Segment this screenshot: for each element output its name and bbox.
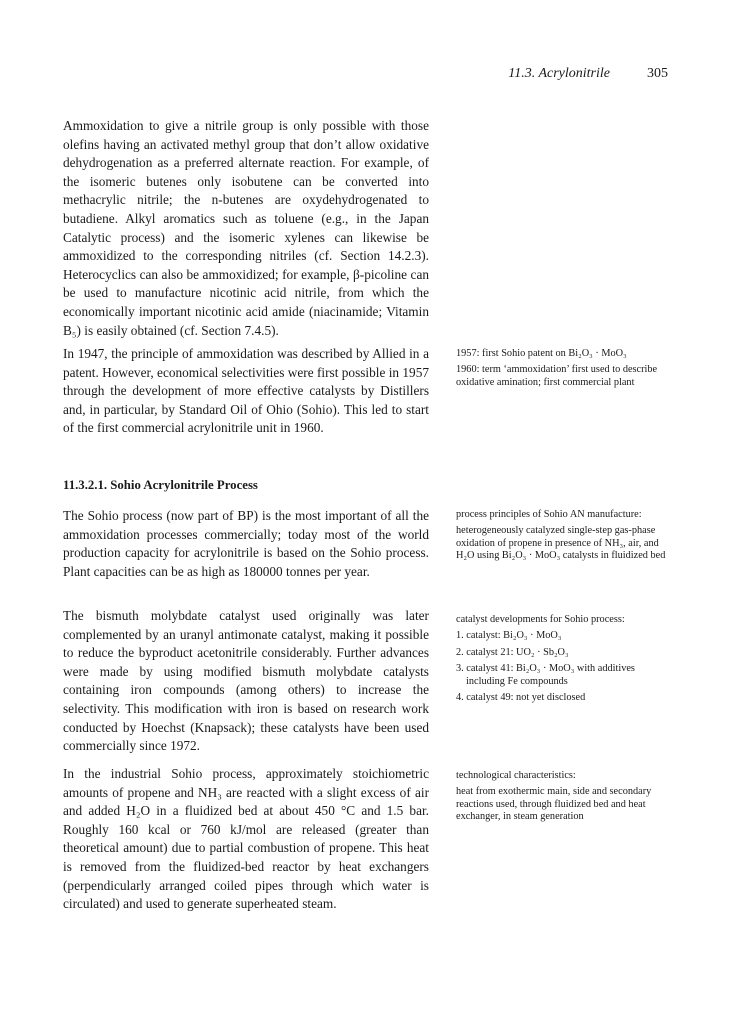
margin-note-technology [456, 770, 669, 828]
margin-note-1960: 1960: term ‘ammoxidation’ first used to describe oxidative amination; first commercial plant [456, 364, 658, 388]
margin-note-catalysts [456, 614, 669, 708]
catalyst-item: 2. catalyst 21: UO₂ · Sb₂O₃ [456, 646, 569, 658]
paragraph-industrial-process: In the industrial Sohio process, approximately stoichiometric amounts of propene and NH₃ are reacted with a slight excess of air and added H₂O in a fluidized bed at about 450 °C and 1.5 bar. Roughly 160 kcal or 760 kJ/mol are released (greater than theoretical amount) due to partial combustion of propene. This heat is removed from the fluidized-bed reactor by heat exchangers (perpendicularly arranged coiled pipes through which water is circulated) and used to generate superheated steam. [63, 766, 429, 912]
page-number: 305 [647, 66, 668, 81]
subsection-heading: 11.3.2.1. Sohio Acrylonitrile Process [63, 478, 258, 492]
margin-note-history [456, 348, 669, 393]
margin-note-technology-title: technological characteristics: [456, 770, 576, 781]
margin-note-technology-body: heat from exothermic main, side and secondary reactions used, through fluidized bed and heat exchanger, in steam generation [456, 786, 652, 823]
catalyst-item: 3. catalyst 41: Bi₂O₃ · MoO₃ with additives including Fe compounds [456, 663, 635, 687]
section-title: 11.3. Acrylonitrile [508, 66, 610, 81]
margin-note-1957: 1957: first Sohio patent on Bi₂O₃ · MoO₃ [456, 348, 627, 359]
margin-note-principles-body: heterogeneously catalyzed single-step gas-phase oxidation of propene in presence of NH₃, air, and H₂O using Bi₂O₃ · MoO₃ catalysts in fluidized bed [456, 525, 666, 562]
margin-note-catalysts-title: catalyst developments for Sohio process: [456, 614, 625, 625]
catalyst-item: 4. catalyst 49: not yet disclosed [456, 692, 586, 704]
margin-note-principles-title: process principles of Sohio AN manufacture: [456, 509, 642, 520]
paragraph-catalysts: The bismuth molybdate catalyst used originally was later complemented by an uranyl antimonate catalyst, making it possible to reduce the byproduct acetonitrile considerably. Further advances were made by using modified bismuth molybdate catalysts containing iron compounds (among others) to increase the selectivity. This modification with iron is based on research work conducted by Hoechst (Knapsack); these catalysts have been used commercially since 1972. [63, 608, 429, 754]
margin-note-principles [456, 509, 669, 567]
catalyst-item: 1. catalyst: Bi₂O₃ · MoO₃ [456, 630, 562, 642]
paragraph-history: In 1947, the principle of ammoxidation was described by Allied in a patent. However, economical selectivities were first possible in 1957 through the development of more effective catalysts by Distillers and, in particular, by Standard Oil of Ohio (Sohio). This led to start of the first commercial acrylonitrile unit in 1960. [63, 346, 429, 436]
paragraph-ammoxidation-scope: Ammoxidation to give a nitrile group is only possible with those olefins having an activated methyl group that don’t allow oxidative dehydrogenation as a preferred alternate reaction. For example, of the isomeric butenes only isobutene can be converted into methacrylic nitrile; the n-butenes are oxydehydrogenated to butadiene. Alkyl aromatics such as toluene (e.g., in the Japan Catalytic process) and the isomeric xylenes can likewise be ammoxidized to the corresponding nitriles (cf. Section 14.2.3). Heterocyclics can also be ammoxidized; for example, β-picoline can be used to manufacture nicotinic acid nitrile, from which the economically important nicotinic acid amide (niacinamide; Vitamin B₅) is easily obtained (cf. Section 7.4.5). [63, 118, 429, 338]
paragraph-sohio-overview: The Sohio process (now part of BP) is the most important of all the ammoxidation processes commercially; today most of the world production capacity for acrylonitrile is based on the Sohio process. Plant capacities can be as high as 180000 tonnes per year. [63, 508, 429, 579]
